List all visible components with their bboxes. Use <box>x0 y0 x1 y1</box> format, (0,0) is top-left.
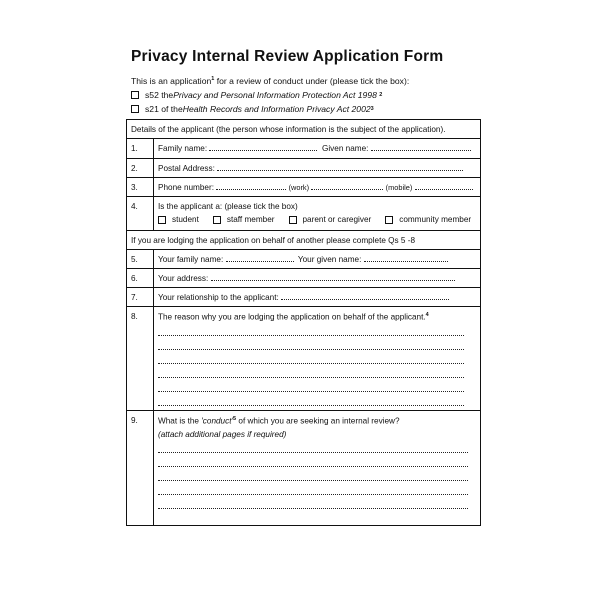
work-phone-field[interactable] <box>216 183 286 190</box>
reason-text: The reason why you are lodging the application on behalf of the applicant. <box>158 312 426 322</box>
your-family-name-field[interactable] <box>226 255 294 262</box>
applicant-type-label: Is the applicant a: (please tick the box) <box>158 202 298 211</box>
applicant-header: Details of the applicant (the person whose information is the subject of the application). <box>127 120 481 139</box>
reason-field[interactable] <box>158 322 476 406</box>
act-name: Health Records and Information Privacy Act 2002 <box>182 104 371 114</box>
extra-phone-field[interactable] <box>415 183 473 190</box>
q-number: 7. <box>127 288 154 307</box>
q-number: 4. <box>127 197 154 231</box>
family-name-label: Family name: <box>158 144 208 153</box>
q-number: 9. <box>127 411 154 526</box>
option-s21[interactable] <box>131 104 374 114</box>
your-family-name-label: Your family name: <box>158 255 224 264</box>
q-number: 2. <box>127 159 154 178</box>
checkbox[interactable] <box>158 216 166 224</box>
your-address-field[interactable] <box>211 274 455 281</box>
choice-label: staff member <box>226 215 275 224</box>
checkbox[interactable] <box>289 216 297 224</box>
your-given-name-label: Your given name: <box>297 255 362 264</box>
footnote-ref: 3 <box>370 106 374 112</box>
q-number: 5. <box>127 250 154 269</box>
checkbox[interactable] <box>131 91 139 99</box>
postal-address-label: Postal Address: <box>158 164 215 173</box>
footnote-ref: 2 <box>379 92 383 98</box>
q-number: 6. <box>127 269 154 288</box>
q-number: 3. <box>127 178 154 197</box>
phone-label: Phone number: <box>158 183 214 192</box>
relationship-field[interactable] <box>281 293 449 300</box>
act-name: Privacy and Personal Information Protection Act 1998 <box>173 90 377 100</box>
choice-label: student <box>172 215 199 224</box>
conduct-word: 'conduct' <box>201 416 234 426</box>
q-number: 1. <box>127 139 154 159</box>
checkbox[interactable] <box>213 216 221 224</box>
conduct-field[interactable] <box>158 439 476 509</box>
relationship-label: Your relationship to the applicant: <box>158 293 279 302</box>
choice-parent[interactable] <box>289 215 372 224</box>
q1-names[interactable] <box>154 139 481 159</box>
choice-label: parent or caregiver <box>302 215 372 224</box>
conduct-before: What is the <box>158 416 202 426</box>
given-name-label: Given name: <box>321 144 369 153</box>
option-prefix: s52 the <box>145 90 174 100</box>
choice-student[interactable] <box>158 215 199 224</box>
reason-label <box>158 312 476 322</box>
checkbox[interactable] <box>131 105 139 113</box>
attach-note: (attach additional pages if required) <box>158 429 287 439</box>
your-address-label: Your address: <box>158 274 209 283</box>
intro-before: This is an application <box>131 76 212 86</box>
option-s52[interactable] <box>131 90 382 100</box>
behalf-header: If you are lodging the application on behalf of another please complete Qs 5 -8 <box>127 231 481 250</box>
choice-label: community member <box>399 215 472 224</box>
choice-community-member[interactable] <box>385 215 471 224</box>
intro-after: for a review of conduct under (please tick the box): <box>214 76 410 86</box>
postal-address-field[interactable] <box>217 164 463 171</box>
checkbox[interactable] <box>385 216 393 224</box>
choice-staff-member[interactable] <box>213 215 275 224</box>
page-title: Privacy Internal Review Application Form <box>131 48 444 65</box>
mobile-phone-field[interactable] <box>311 183 383 190</box>
work-label: (work) <box>288 183 310 192</box>
given-name-field[interactable] <box>371 144 471 151</box>
application-table <box>126 119 481 526</box>
q-number: 8. <box>127 307 154 411</box>
mobile-label: (mobile) <box>385 183 413 192</box>
footnote-ref: 4 <box>425 312 429 318</box>
conduct-label <box>158 416 476 426</box>
your-given-name-field[interactable] <box>364 255 448 262</box>
footnote-ref: 5 <box>233 416 237 422</box>
option-prefix: s21 of the <box>145 104 183 114</box>
family-name-field[interactable] <box>209 144 317 151</box>
conduct-after: of which you are seeking an internal review? <box>236 416 400 426</box>
footnote-ref: 1 <box>211 76 215 83</box>
intro-text <box>131 76 409 86</box>
